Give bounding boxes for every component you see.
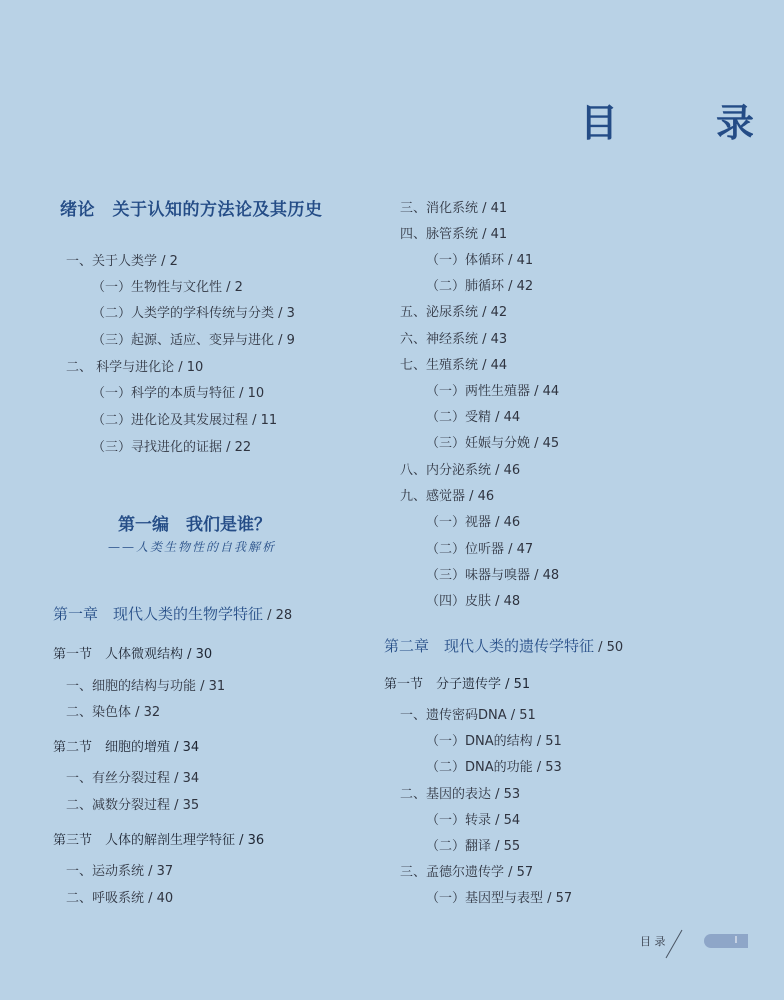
toc-entry: （一）体循环 / 41 <box>426 253 534 268</box>
toc-entry: （一）科学的本质与特征 / 10 <box>92 386 265 401</box>
slash-divider-icon <box>662 928 684 960</box>
section-heading: 第一节 人体微观结构 / 30 <box>53 647 213 662</box>
section-heading: 第二节 细胞的增殖 / 34 <box>53 740 200 755</box>
toc-entry: （三）起源、适应、变异与进化 / 9 <box>92 333 295 348</box>
toc-entry: 四、脉管系统 / 41 <box>400 227 508 242</box>
toc-entry: 三、孟德尔遗传学 / 57 <box>400 865 534 880</box>
toc-entry: （二）受精 / 44 <box>426 410 521 425</box>
toc-entry: （一）DNA的结构 / 51 <box>426 734 562 749</box>
toc-entry: （二）位听器 / 47 <box>426 542 534 557</box>
toc-entry: 二、基因的表达 / 53 <box>400 787 521 802</box>
toc-entry: （三）寻找进化的证据 / 22 <box>92 440 252 455</box>
toc-entry: （一）两性生殖器 / 44 <box>426 384 560 399</box>
toc-entry: 一、细胞的结构与功能 / 31 <box>66 679 226 694</box>
toc-entry: （二）肺循环 / 42 <box>426 279 534 294</box>
toc-entry: 六、神经系统 / 43 <box>400 332 508 347</box>
toc-entry: （一）生物性与文化性 / 2 <box>92 280 243 295</box>
toc-entry: 一、运动系统 / 37 <box>66 864 174 879</box>
chapter-heading <box>53 606 292 624</box>
toc-entry: （二）翻译 / 55 <box>426 839 521 854</box>
toc-entry: （一）转录 / 54 <box>426 813 521 828</box>
toc-entry: （二）DNA的功能 / 53 <box>426 760 562 775</box>
chapter-heading <box>384 638 623 656</box>
toc-entry: 二、染色体 / 32 <box>66 705 161 720</box>
section-heading: 第三节 人体的解剖生理学特征 / 36 <box>53 833 265 848</box>
toc-entry: （三）味器与嗅器 / 48 <box>426 568 560 583</box>
page-number: I <box>734 935 738 946</box>
toc-entry: 二、 科学与进化论 / 10 <box>66 360 204 375</box>
toc-entry: （一）基因型与表型 / 57 <box>426 891 573 906</box>
chapter-page: / 50 <box>594 640 624 655</box>
toc-entry: 一、关于人类学 / 2 <box>66 254 178 269</box>
toc-entry: 三、消化系统 / 41 <box>400 201 508 216</box>
toc-entry: （四）皮肤 / 48 <box>426 594 521 609</box>
toc-entry: 九、感觉器 / 46 <box>400 489 495 504</box>
part-title: 第一编 我们是谁？ <box>118 515 271 535</box>
part-subtitle: ——人类生物性的自我解析 <box>108 540 277 554</box>
toc-entry: 二、减数分裂过程 / 35 <box>66 798 200 813</box>
toc-entry: 一、遗传密码DNA / 51 <box>400 708 536 723</box>
toc-entry: （二）人类学的学科传统与分类 / 3 <box>92 306 295 321</box>
footer-label: 目 录 <box>640 935 666 948</box>
toc-entry: 七、生殖系统 / 44 <box>400 358 508 373</box>
section-heading: 第一节 分子遗传学 / 51 <box>384 677 531 692</box>
page-title: 目 录 <box>580 100 784 145</box>
toc-entry: 八、内分泌系统 / 46 <box>400 463 521 478</box>
toc-entry: （一）视器 / 46 <box>426 515 521 530</box>
chapter-label: 第二章 现代人类的遗传学特征 <box>384 637 595 655</box>
chapter-page: / 28 <box>263 608 293 623</box>
toc-entry: （三）妊娠与分娩 / 45 <box>426 436 560 451</box>
toc-entry: 一、有丝分裂过程 / 34 <box>66 771 200 786</box>
prelude-title: 绪论 关于认知的方法论及其历史 <box>60 200 323 220</box>
chapter-label: 第一章 现代人类的生物学特征 <box>53 605 264 623</box>
toc-entry: 二、呼吸系统 / 40 <box>66 891 174 906</box>
toc-entry: （二）进化论及其发展过程 / 11 <box>92 413 278 428</box>
page-number-tab <box>704 934 748 948</box>
toc-entry: 五、泌尿系统 / 42 <box>400 305 508 320</box>
